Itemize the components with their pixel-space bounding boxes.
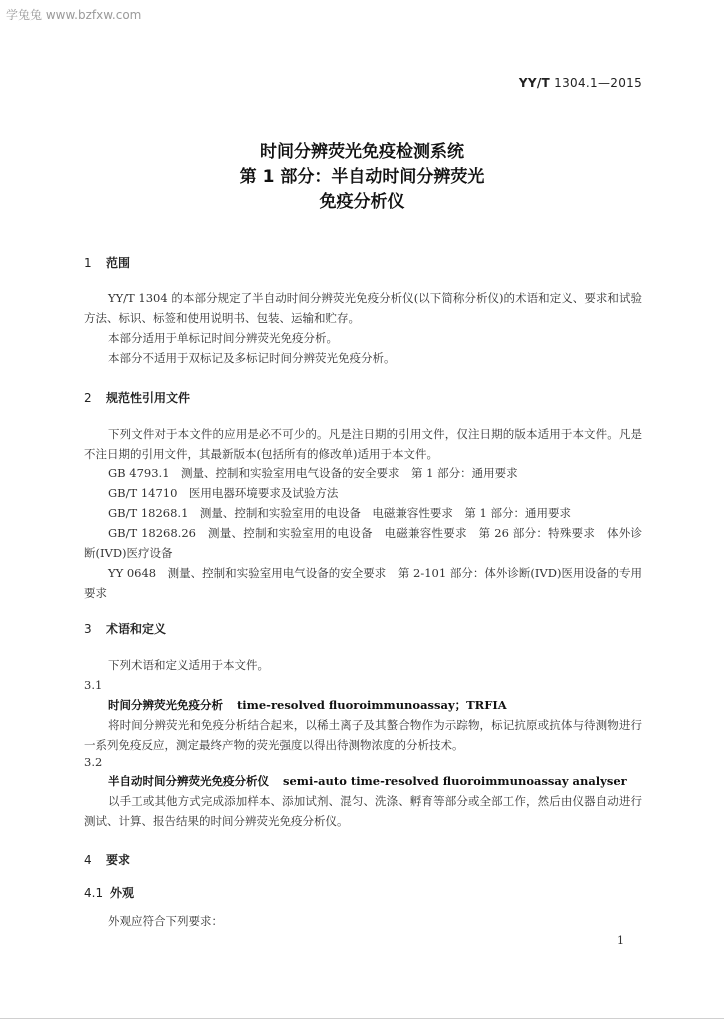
section-4-number: 4 bbox=[84, 853, 92, 867]
term-3-2-chinese: 半自动时间分辨荧光免疫分析仪 bbox=[108, 774, 269, 788]
section-1-paragraph-3: 本部分不适用于双标记及多标记时间分辨荧光免疫分析。 bbox=[108, 351, 396, 365]
section-1-paragraph-2: 本部分适用于单标记时间分辨荧光免疫分析。 bbox=[108, 331, 338, 345]
standard-code: YY/T bbox=[518, 76, 551, 90]
section-1-title: 范围 bbox=[106, 256, 131, 270]
term-3-2-definition: 以手工或其他方式完成添加样本、添加试剂、混匀、洗涤、孵育等部分或全部工作，然后由仪器自动进行测试、计算、报告结果的时间分辨荧光免疫分析仪。 bbox=[84, 794, 642, 828]
section-1-heading bbox=[84, 254, 130, 271]
term-3-1-number: 3.1 bbox=[84, 678, 103, 692]
section-2-heading bbox=[84, 389, 190, 406]
section-1-number: 1 bbox=[84, 256, 92, 270]
standard-number bbox=[519, 76, 642, 90]
section-3-title: 术语和定义 bbox=[106, 622, 167, 636]
subsection-4-1-title: 外观 bbox=[110, 886, 135, 900]
term-3-2 bbox=[108, 773, 627, 789]
title-line-2: 第 1 部分：半自动时间分辨荧光 bbox=[239, 167, 485, 187]
title-line-1: 时间分辨荧光免疫检测系统 bbox=[260, 142, 464, 162]
page-number: 1 bbox=[617, 934, 624, 947]
section-2-number: 2 bbox=[84, 391, 92, 405]
term-3-1 bbox=[108, 697, 507, 713]
term-3-2-number: 3.2 bbox=[84, 755, 103, 769]
reference-4: GB/T 18268.26 测量、控制和实验室用的电设备 电磁兼容性要求 第 26 部分：特殊要求 体外诊断(IVD)医疗设备 bbox=[84, 526, 642, 560]
section-2-title: 规范性引用文件 bbox=[106, 391, 191, 405]
reference-1: GB 4793.1 测量、控制和实验室用电气设备的安全要求 第 1 部分：通用要求 bbox=[108, 466, 518, 480]
term-3-1-definition: 将时间分辨荧光和免疫分析结合起来，以稀土离子及其螯合物作为示踪物，标记抗原或抗体与待测物进行一系列免疫反应，测定最终产物的荧光强度以得出待测物浓度的分析技术。 bbox=[84, 718, 642, 752]
section-3-intro: 下列术语和定义适用于本文件。 bbox=[108, 658, 269, 672]
section-3-number: 3 bbox=[84, 622, 92, 636]
watermark: 学兔兔 www.bzfxw.com bbox=[6, 8, 142, 22]
term-3-2-english: semi-auto time-resolved fluoroimmunoassay analyser bbox=[283, 774, 627, 788]
section-4-title: 要求 bbox=[106, 853, 131, 867]
section-4-1-paragraph: 外观应符合下列要求： bbox=[108, 914, 223, 928]
term-3-1-english: time-resolved fluoroimmunoassay；TRFIA bbox=[237, 698, 507, 712]
document-title bbox=[0, 140, 724, 215]
term-3-1-chinese: 时间分辨荧光免疫分析 bbox=[108, 698, 223, 712]
section-4-heading bbox=[84, 851, 130, 868]
subsection-4-1-heading bbox=[84, 884, 134, 901]
subsection-4-1-number: 4.1 bbox=[84, 886, 104, 900]
reference-5: YY 0648 测量、控制和实验室用电气设备的安全要求 第 2-101 部分：体外诊断(IVD)医用设备的专用要求 bbox=[84, 566, 642, 600]
page-bottom-divider bbox=[0, 1018, 724, 1019]
section-3-heading bbox=[84, 620, 166, 637]
section-2-intro: 下列文件对于本文件的应用是必不可少的。凡是注日期的引用文件，仅注日期的版本适用于本文件。凡是不注日期的引用文件，其最新版本(包括所有的修改单)适用于本文件。 bbox=[84, 427, 642, 461]
reference-3: GB/T 18268.1 测量、控制和实验室用的电设备 电磁兼容性要求 第 1 部分：通用要求 bbox=[108, 506, 572, 520]
title-line-3: 免疫分析仪 bbox=[319, 192, 405, 212]
standard-number-value: 1304.1—2015 bbox=[554, 76, 642, 90]
section-1-paragraph-1: YY/T 1304 的本部分规定了半自动时间分辨荧光免疫分析仪(以下简称分析仪)的术语和定义、要求和试验方法、标识、标签和使用说明书、包装、运输和贮存。 bbox=[84, 291, 642, 325]
reference-2: GB/T 14710 医用电器环境要求及试验方法 bbox=[108, 486, 339, 500]
